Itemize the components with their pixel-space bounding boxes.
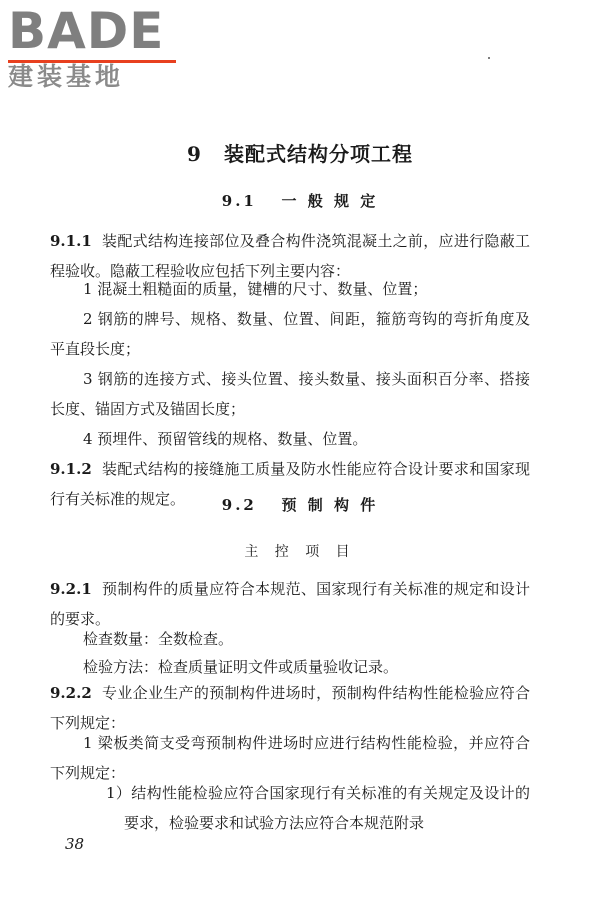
item-text: 3 钢筋的连接方式、接头位置、接头数量、接头面积百分率、搭接长度、锚固方式及锚固长度； — [50, 370, 530, 418]
chapter-number: 9 — [187, 142, 202, 166]
logo-wordmark: BADE — [8, 2, 165, 60]
clause-number: 9.2.2 — [50, 684, 92, 702]
speck — [488, 57, 490, 59]
clause-number: 9.1.1 — [50, 232, 92, 250]
section-9-2-title — [50, 494, 550, 515]
chapter-title — [50, 138, 550, 167]
section-number: 9.1 — [221, 192, 257, 210]
page-number: 38 — [65, 835, 85, 853]
clause-text: 预制构件的质量应符合本规范、国家现行有关标准的规定和设计的要求。 — [50, 580, 530, 628]
clause-number: 9.2.1 — [50, 580, 92, 598]
section-name: 一 般 规 定 — [281, 192, 379, 210]
clause-text: 装配式结构连接部位及叠合构件浇筑混凝土之前，应进行隐蔽工程验收。隐蔽工程验收应包括下列主要内容： — [50, 232, 530, 280]
chapter-name: 装配式结构分项工程 — [223, 142, 413, 166]
logo-chinese-name: 建装基地 — [8, 62, 125, 91]
check-method: 检验方法：检查质量证明文件或质量验收记录。 — [83, 658, 399, 676]
clause-text: 专业企业生产的预制构件进场时，预制构件结构性能检验应符合下列规定： — [50, 684, 530, 732]
clause-number: 9.1.2 — [50, 460, 92, 478]
clause-text: 装配式结构的接缝施工质量及防水性能应符合设计要求和国家现行有关标准的规定。 — [50, 460, 530, 508]
check-quantity: 检查数量：全数检查。 — [83, 630, 234, 648]
clause-9-1-1-item-4: 4 预埋件、预留管线的规格、数量、位置。 — [83, 430, 368, 448]
main-control-items-heading: 主 控 项 目 — [244, 544, 356, 560]
bade-logo — [8, 4, 178, 90]
clause-9-1-1-item-2 — [50, 304, 530, 364]
clause-9-1-1-item-1: 1 混凝土粗糙面的质量，键槽的尺寸、数量、位置； — [83, 280, 428, 298]
clause-9-1-1-item-3 — [50, 364, 530, 424]
item-text: 2 钢筋的牌号、规格、数量、位置、间距，箍筋弯钩的弯折角度及平直段长度； — [50, 310, 530, 358]
section-number: 9.2 — [221, 496, 257, 514]
clause-9-2-2-item-1-sub-1: 1）结构性能检验应符合国家现行有关标准的有关规定及设计的要求，检验要求和试验方法应符合本规范附录 — [106, 784, 530, 832]
section-name: 预 制 构 件 — [281, 496, 379, 514]
section-9-1-title — [50, 190, 550, 211]
item-text: 1 梁板类简支受弯预制构件进场时应进行结构性能检验，并应符合下列规定： — [50, 734, 530, 782]
